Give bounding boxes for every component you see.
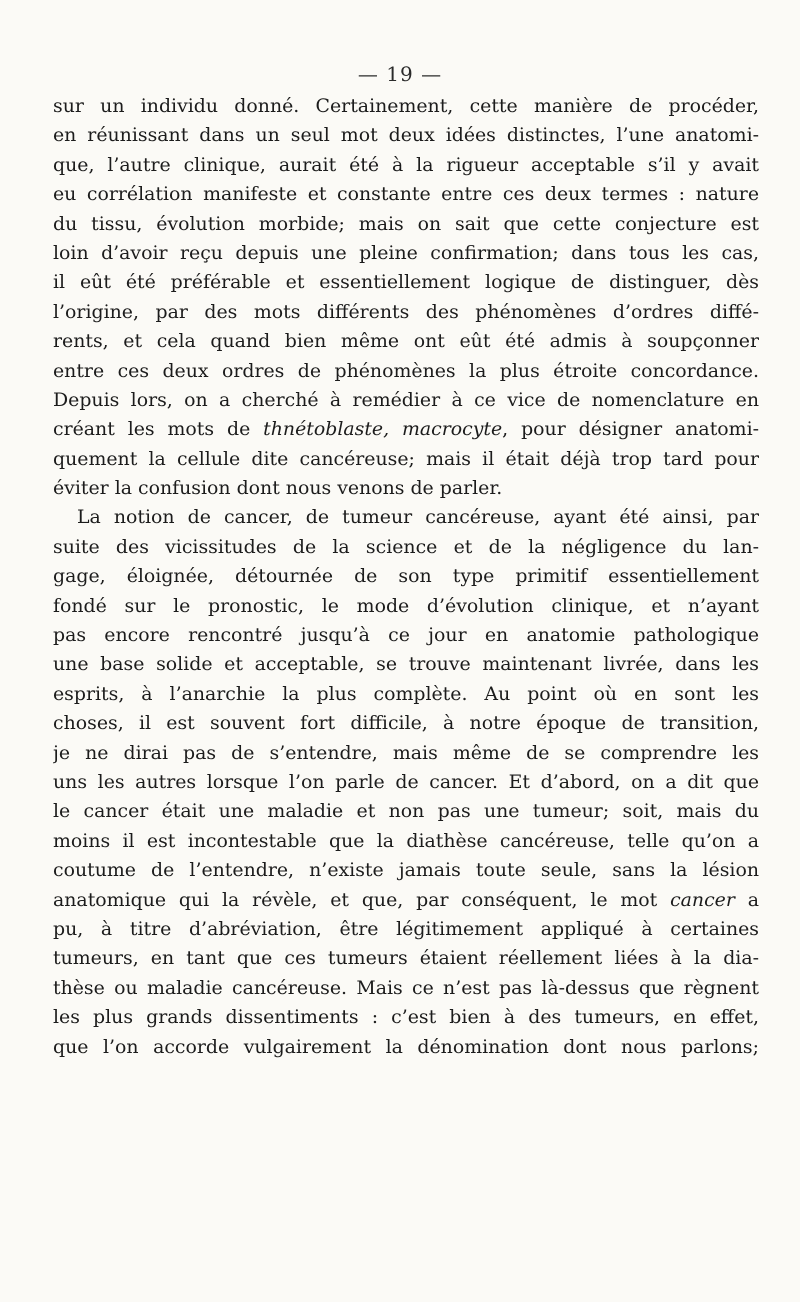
text-line: une base solide et acceptable, se trouve maintenant livrée, dans les <box>53 653 759 676</box>
text-line: suite des vicissitudes de la science et de la négligence du lan- <box>53 535 759 558</box>
text-line: anatomique qui la révèle, et que, par conséquent, le mot cancer a <box>53 888 759 911</box>
text-line: coutume de l’entendre, n’existe jamais toute seule, sans la lésion <box>53 859 759 882</box>
text-line: La notion de cancer, de tumeur cancéreuse, ayant été ainsi, par <box>77 506 759 529</box>
text-line: uns les autres lorsque l’on parle de cancer. Et d’abord, on a dit que <box>53 770 759 793</box>
text-line: créant les mots de thnétoblaste, macrocyte, pour désigner anatomi- <box>53 418 759 441</box>
text-line: les plus grands dissentiments : c’est bien à des tumeurs, en effet, <box>53 1006 759 1029</box>
text-line: pu, à titre d’abréviation, être légitimement appliqué à certaines <box>53 917 759 940</box>
text-line: gage, éloignée, détournée de son type primitif essentiellement <box>53 565 759 588</box>
text-line: en réunissant dans un seul mot deux idées distinctes, l’une anatomi- <box>53 124 759 147</box>
text-line: choses, il est souvent fort difficile, à notre époque de transition, <box>53 712 759 735</box>
text-line: l’origine, par des mots différents des phénomènes d’ordres diffé- <box>53 300 759 323</box>
text-line: du tissu, évolution morbide; mais on sait que cette conjecture est <box>53 212 759 235</box>
text-line: eu corrélation manifeste et constante entre ces deux termes : nature <box>53 183 759 206</box>
text-line: entre ces deux ordres de phénomènes la plus étroite concordance. <box>53 359 759 382</box>
text-line: que l’on accorde vulgairement la dénomination dont nous parlons; <box>53 1035 759 1058</box>
text-line: fondé sur le pronostic, le mode d’évolution clinique, et n’ayant <box>53 594 759 617</box>
text-line: esprits, à l’anarchie la plus complète. Au point où en sont les <box>53 682 759 705</box>
text-line: pas encore rencontré jusqu’à ce jour en anatomie pathologique <box>53 624 759 647</box>
text-line: thèse ou maladie cancéreuse. Mais ce n’est pas là-dessus que règnent <box>53 976 759 999</box>
text-line: tumeurs, en tant que ces tumeurs étaient réellement liées à la dia- <box>53 947 759 970</box>
text-line: il eût été préférable et essentiellement logique de distinguer, dès <box>53 271 759 294</box>
text-line: quement la cellule dite cancéreuse; mais il était déjà trop tard pour <box>53 447 759 470</box>
body-text <box>53 92 759 1062</box>
text-line: Depuis lors, on a cherché à remédier à ce vice de nomenclature en <box>53 388 759 411</box>
text-line: je ne dirai pas de s’entendre, mais même de se comprendre les <box>53 741 759 764</box>
text-line: loin d’avoir reçu depuis une pleine confirmation; dans tous les cas, <box>53 241 759 264</box>
text-line: éviter la confusion dont nous venons de parler. <box>53 477 503 500</box>
text-line: moins il est incontestable que la diathèse cancéreuse, telle qu’on a <box>53 829 759 852</box>
text-line: rents, et cela quand bien même ont eût été admis à soupçonner <box>53 330 759 353</box>
text-line: sur un individu donné. Certainement, cette manière de procéder, <box>53 95 759 117</box>
text-line: que, l’autre clinique, aurait été à la rigueur acceptable s’il y avait <box>53 153 759 176</box>
page-number: — 19 — <box>357 62 443 86</box>
text-line: le cancer était une maladie et non pas une tumeur; soit, mais du <box>53 800 759 823</box>
